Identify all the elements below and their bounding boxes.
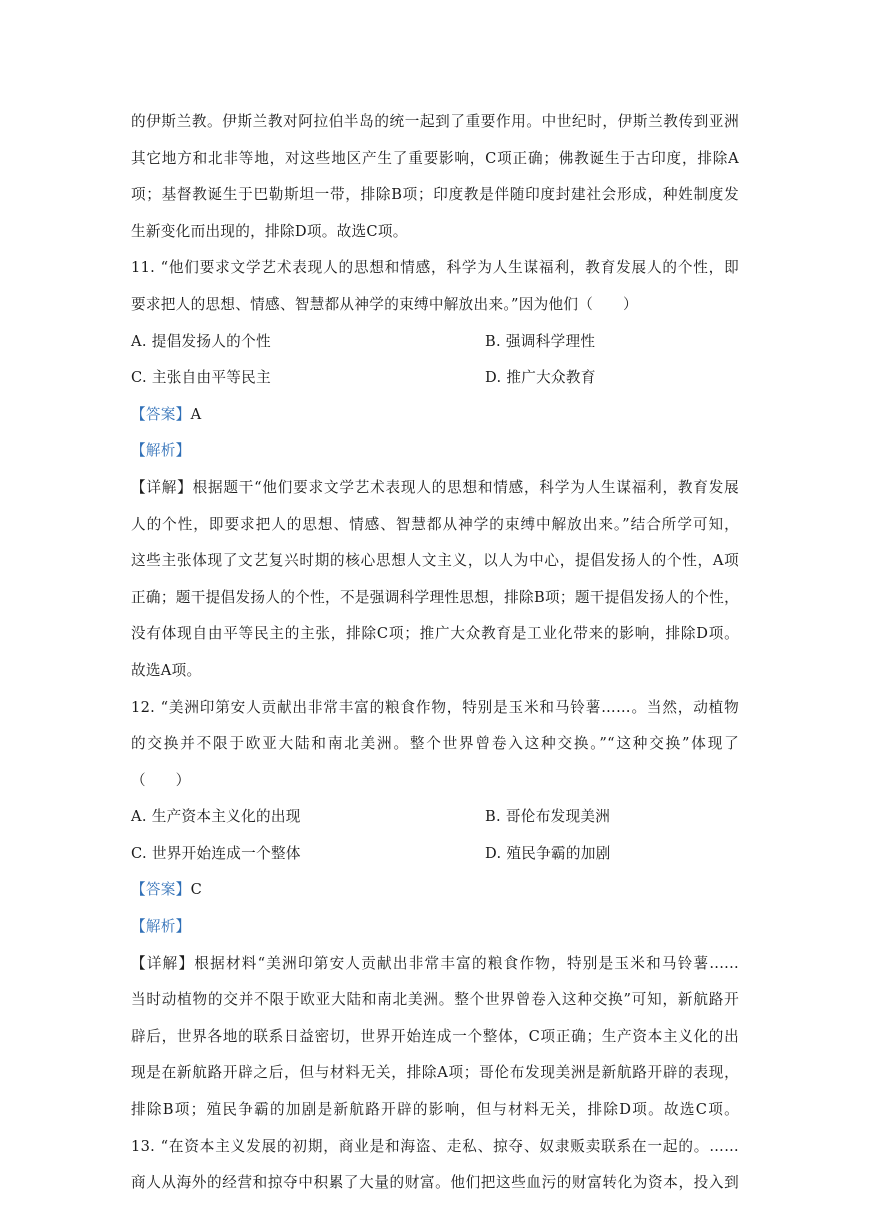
q12-option-d: D. 殖民争霸的加剧 — [485, 844, 611, 862]
q11-stem-line: 要求把人的思想、情感、智慧都从神学的束缚中解放出来。”因为他们（ ） — [131, 295, 638, 313]
q12-detail-text: 根据材料“美洲印第安人贡献出非常丰富的粮食作物，特别是玉米和马铃薯...... — [194, 954, 739, 972]
intro-line: 项；基督教诞生于巴勒斯坦一带，排除B项；印度教是伴随印度封建社会形成，种姓制度发 — [131, 186, 739, 204]
q12-option-b: B. 哥伦布发现美洲 — [485, 808, 611, 826]
q11-options-row — [131, 324, 739, 361]
q13-stem-line: 商人从海外的经营和掠夺中积累了大量的财富。他们把这些血污的财富转化为资本，投入到 — [131, 1174, 739, 1192]
q11-option-d: D. 推广大众教育 — [485, 369, 596, 387]
q11-option-c: C. 主张自由平等民主 — [131, 369, 271, 387]
q12-detail-line — [131, 946, 739, 983]
analysis-label: 【解析】 — [131, 442, 191, 460]
q11-answer-value: A — [190, 405, 202, 423]
q12-options-row — [131, 836, 739, 873]
answer-label: 【答案】 — [131, 405, 191, 423]
intro-line: 的伊斯兰教。伊斯兰教对阿拉伯半岛的统一起到了重要作用。中世纪时，伊斯兰教传到亚洲 — [131, 113, 739, 130]
q11-detail-line: 故选A项。 — [131, 661, 202, 679]
q12-answer — [131, 872, 739, 909]
q11-option-a: A. 提倡发扬人的个性 — [131, 332, 271, 350]
q11-detail-line: 正确；题干提倡发扬人的个性，不是强调科学理性思想，排除B项；题干提倡发扬人的个性， — [131, 588, 739, 606]
detail-label: 【详解】 — [131, 954, 195, 972]
q11-detail-line — [131, 470, 739, 507]
q12-stem-line: 12. “美洲印第安人贡献出非常丰富的粮食作物，特别是玉米和马铃薯……。当然，动植物 — [131, 698, 739, 716]
document-body — [131, 104, 739, 1202]
q11-stem-line: 11. “他们要求文学艺术表现人的思想和情感，科学为人生谋福利，教育发展人的个性，即 — [131, 259, 739, 277]
q12-analysis — [131, 909, 739, 946]
q12-options-row — [131, 799, 739, 836]
q11-option-b: B. 强调科学理性 — [485, 332, 596, 350]
q12-answer-value: C — [190, 881, 203, 899]
q12-stem-line: 的交换并不限于欧亚大陆和南北美洲。整个世界曾卷入这种交换。”“这种交换”体现了 — [131, 735, 739, 753]
analysis-label: 【解析】 — [131, 918, 191, 936]
q11-detail-line: 这些主张体现了文艺复兴时期的核心思想人文主义，以人为中心，提倡发扬人的个性，A项 — [131, 552, 739, 570]
q12-detail-line: 当时动植物的交并不限于欧亚大陆和南北美洲。整个世界曾卷入这种交换”可知，新航路开 — [131, 991, 739, 1009]
q12-option-a: A. 生产资本主义化的出现 — [131, 808, 301, 826]
q11-analysis — [131, 433, 739, 470]
q12-stem-line: （ ） — [131, 771, 191, 789]
q12-detail-line: 排除B项；殖民争霸的加剧是新航路开辟的影响，但与材料无关，排除D项。故选C项。 — [131, 1101, 739, 1119]
q12-option-c: C. 世界开始连成一个整体 — [131, 844, 301, 862]
q12-detail-line: 辟后，世界各地的联系日益密切，世界开始连成一个整体，C项正确；生产资本主义化的出 — [131, 1027, 739, 1045]
q11-options-row — [131, 360, 739, 397]
intro-line: 其它地方和北非等地，对这些地区产生了重要影响，C项正确；佛教诞生于古印度，排除A — [131, 149, 739, 167]
q13-stem-line: 13. “在资本主义发展的初期，商业是和海盗、走私、掠夺、奴隶贩卖联系在一起的。…… — [131, 1137, 739, 1155]
q11-detail-line: 没有体现自由平等民主的主张，排除C项；推广大众教育是工业化带来的影响，排除D项。 — [131, 625, 739, 643]
q11-detail-text: 根据题干“他们要求文学艺术表现人的思想和情感，科学为人生谋福利，教育发展 — [192, 478, 739, 496]
detail-label: 【详解】 — [131, 478, 193, 496]
q11-answer — [131, 397, 739, 434]
q12-detail-line: 现是在新航路开辟之后，但与材料无关，排除A项；哥伦布发现美洲是新航路开辟的表现， — [131, 1064, 739, 1082]
answer-label: 【答案】 — [131, 881, 191, 899]
intro-line: 生新变化而出现的，排除D项。故选C项。 — [131, 222, 408, 240]
q11-detail-line: 人的个性，即要求把人的思想、情感、智慧都从神学的束缚中解放出来。”结合所学可知， — [131, 515, 739, 533]
